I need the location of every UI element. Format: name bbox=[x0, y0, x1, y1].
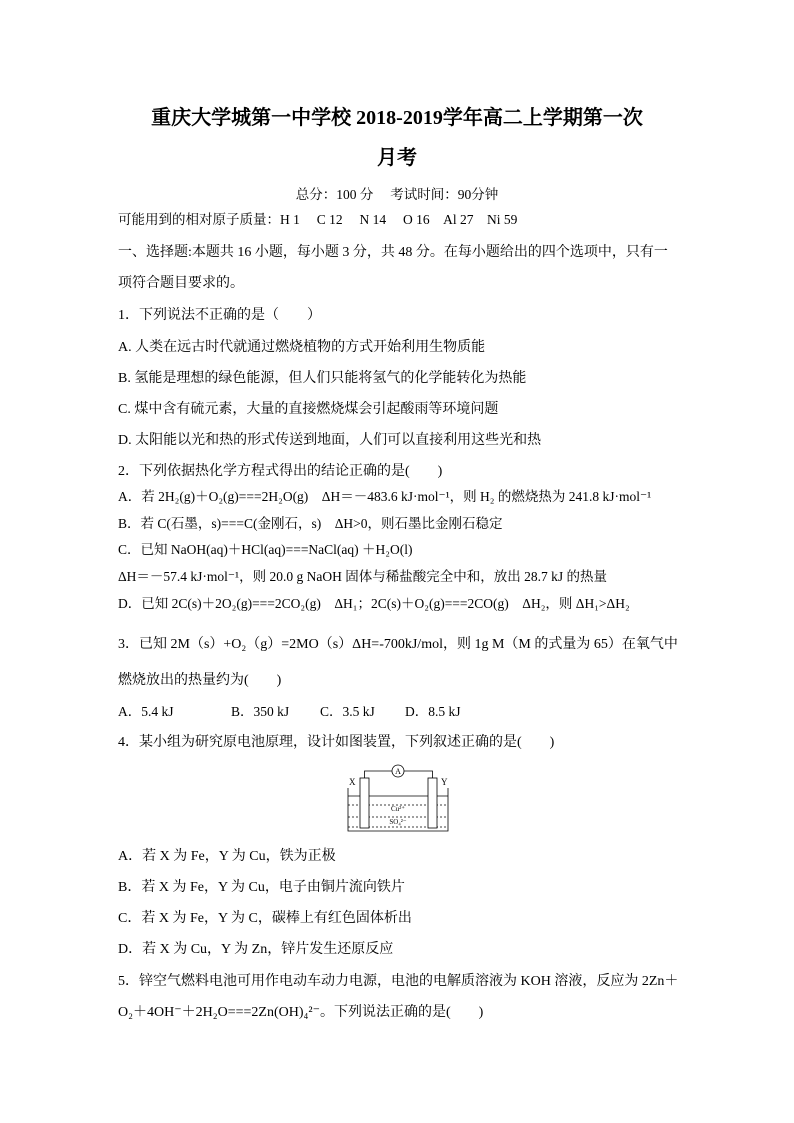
question-2-option-c: C．已知 NaOH(aq)＋HCl(aq)===NaCl(aq) ＋H₂O(l) bbox=[118, 542, 413, 557]
question-2-stem: 2．下列依据热化学方程式得出的结论正确的是( ) bbox=[118, 464, 443, 479]
question-3-option-c: C．3.5 kJ bbox=[320, 704, 375, 719]
external-wire-right bbox=[404, 771, 433, 778]
electrode-y bbox=[428, 778, 437, 828]
question-2-option-a: A．若 2H₂(g)＋O₂(g)===2H₂O(g) ΔH＝－483.6 kJ·mol⁻¹，则 H₂ 的燃烧热为 241.8 kJ·mol⁻¹ bbox=[118, 489, 652, 504]
anion-label: SO₄²⁻ bbox=[389, 818, 407, 826]
question-1-option-b: B. 氢能是理想的绿色能源，但人们只能将氢气的化学能转化为热能 bbox=[118, 371, 527, 386]
question-3-stem-line-2: 燃烧放出的热量约为( ) bbox=[118, 673, 282, 688]
question-4-option-b: B．若 X 为 Fe，Y 为 Cu，电子由铜片流向铁片 bbox=[118, 880, 405, 895]
question-2-option-b: B．若 C(石墨，s)===C(金刚石，s) ΔH>0，则石墨比金刚石稳定 bbox=[118, 516, 503, 531]
question-1-option-c: C. 煤中含有硫元素，大量的直接燃烧煤会引起酸雨等环境问题 bbox=[118, 402, 499, 417]
question-1-option-a: A. 人类在远古时代就通过燃烧植物的方式开始利用生物质能 bbox=[118, 340, 486, 355]
ammeter-label: A bbox=[395, 767, 401, 776]
question-5-stem-line-2: O₂＋4OH⁻＋2H₂O===2Zn(OH)₄²⁻。下列说法正确的是( ) bbox=[118, 1005, 484, 1020]
question-3-option-b: B．350 kJ bbox=[231, 704, 290, 719]
question-4-option-d: D．若 X 为 Cu，Y 为 Zn，锌片发生还原反应 bbox=[118, 942, 394, 957]
cation-label: Cu²⁺ bbox=[391, 805, 405, 813]
electrode-x bbox=[360, 778, 369, 828]
question-1-stem: 1．下列说法不正确的是（ ） bbox=[118, 308, 321, 323]
question-4-option-a: A．若 X 为 Fe，Y 为 Cu，铁为正极 bbox=[118, 849, 336, 864]
title-line-2: 月考 bbox=[377, 147, 417, 169]
score-time-line: 总分：100 分 考试时间：90分钟 bbox=[295, 187, 499, 202]
question-3-stem-line-1: 3．已知 2M（s）+O₂（g）=2MO（s）ΔH=-700kJ/mol，则 1g M（M 的式量为 65）在氧气中 bbox=[118, 637, 678, 652]
question-1-option-d: D. 太阳能以光和热的形式传送到地面，人们可以直接利用这些光和热 bbox=[118, 433, 542, 448]
atomic-masses-line: 可能用到的相对原子质量：H 1 C 12 N 14 O 16 Al 27 Ni 59 bbox=[118, 212, 518, 227]
title-line-1: 重庆大学城第一中学校 2018-2019学年高二上学期第一次 bbox=[151, 107, 643, 129]
external-wire-left bbox=[365, 771, 393, 778]
question-3-option-a: A．5.4 kJ bbox=[118, 704, 174, 719]
electrode-y-label: Y bbox=[441, 777, 448, 787]
question-2-option-c-continued: ΔH＝－57.4 kJ·mol⁻¹，则 20.0 g NaOH 固体与稀盐酸完全中和，放出 28.7 kJ 的热量 bbox=[118, 569, 607, 584]
question-3-option-d: D．8.5 kJ bbox=[405, 704, 461, 719]
question-2-option-d: D．已知 2C(s)＋2O₂(g)===2CO₂(g) ΔH₁；2C(s)＋O₂(g)===2CO(g) ΔH₂，则 ΔH₁>ΔH₂ bbox=[118, 596, 630, 611]
galvanic-cell-figure bbox=[340, 758, 455, 836]
section-heading-line-2: 项符合题目要求的。 bbox=[118, 276, 244, 291]
question-4-option-c: C．若 X 为 Fe，Y 为 C，碳棒上有红色固体析出 bbox=[118, 911, 412, 926]
section-heading-line-1: 一、选择题:本题共 16 小题，每小题 3 分，共 48 分。在每小题给出的四个选项中，只有一 bbox=[118, 245, 668, 260]
electrode-x-label: X bbox=[349, 777, 356, 787]
question-5-stem-line-1: 5．锌空气燃料电池可用作电动车动力电源，电池的电解质溶液为 KOH 溶液，反应为 2Zn＋ bbox=[118, 974, 679, 989]
question-4-stem: 4．某小组为研究原电池原理，设计如图装置，下列叙述正确的是( ) bbox=[118, 735, 555, 750]
question-3-options-row bbox=[118, 702, 676, 722]
